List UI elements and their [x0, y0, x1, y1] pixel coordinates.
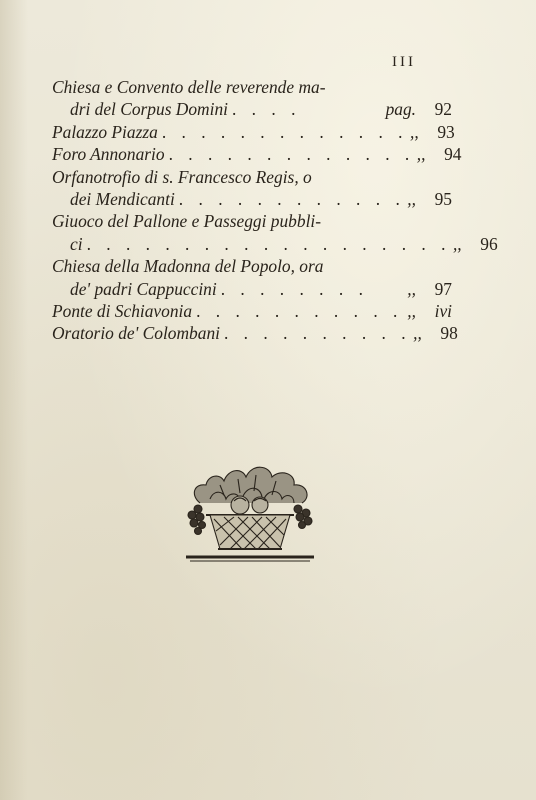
toc-entry-line: [52, 233, 498, 255]
toc-entry-title-continued: de' padri Cappuccini: [70, 278, 217, 299]
toc-entry-line: [52, 255, 452, 277]
toc-page-number: 98: [440, 323, 458, 344]
toc-entry-line: [52, 98, 452, 120]
toc-entry-title: Oratorio de' Colombani: [52, 323, 220, 344]
dot-leaders: . . . .: [231, 99, 301, 120]
toc-entry-line: [52, 143, 462, 165]
toc-entry-line: [52, 76, 452, 98]
ditto-mark: ,,: [416, 144, 426, 165]
toc-entry-line: [52, 121, 455, 143]
ditto-mark: ,,: [410, 121, 419, 142]
toc-entry-title: Palazzo Piazza: [52, 121, 158, 142]
ditto-mark: ,,: [407, 301, 416, 322]
toc-entry-line: [52, 322, 458, 344]
dot-leaders: . . . . . . . . . .: [223, 323, 412, 344]
toc-entry: [52, 143, 462, 165]
toc-entry-line: [52, 278, 452, 300]
ditto-mark: ,,: [407, 278, 416, 299]
dot-leaders: . . . . . . . .: [220, 278, 369, 299]
toc-entry-title: Ponte di Schiavonia: [52, 301, 193, 322]
toc-page-number: 93: [437, 121, 455, 142]
toc-entry: [52, 210, 498, 255]
fruit-basket-vignette-icon: [180, 455, 320, 567]
toc-entry-line: [52, 166, 452, 188]
toc-entry: [52, 322, 458, 344]
dot-leaders: . . . . . . . . . . . . . . . . . . .: [86, 233, 451, 254]
toc-entry: [52, 255, 452, 300]
toc-page-number: 96: [480, 233, 498, 254]
toc-entry-title: Orfanotrofio di s. Francesco Regis, o: [52, 166, 312, 187]
toc-page-number: 94: [444, 144, 462, 165]
table-of-contents: [52, 76, 498, 345]
toc-entry-line: [52, 300, 452, 322]
toc-page-number: ivi: [434, 301, 452, 322]
toc-entry-title: Chiesa della Madonna del Popolo, ora: [52, 256, 324, 277]
toc-entry-title: Chiesa e Convento delle reverende ma-: [52, 77, 326, 97]
toc-entry: [52, 166, 452, 211]
toc-entry-line: [52, 210, 452, 232]
toc-entry-title: Foro Annonario: [52, 144, 165, 165]
dot-leaders: . . . . . . . . . . . . .: [161, 121, 409, 142]
ditto-mark: ,,: [413, 323, 422, 344]
page-number: III: [392, 54, 416, 70]
dot-leaders: . . . . . . . . . . . . .: [168, 144, 415, 165]
toc-entry-title-continued: dei Mendicanti: [70, 189, 175, 210]
ditto-mark: ,,: [452, 233, 462, 254]
toc-entry: [52, 121, 455, 143]
toc-page-number: 92: [434, 99, 452, 120]
toc-entry-title-continued: dri del Corpus Domini: [70, 99, 228, 120]
toc-entry-title-continued: ci: [70, 233, 83, 254]
toc-entry: [52, 76, 452, 121]
ditto-mark: ,,: [407, 189, 416, 210]
toc-entry: [52, 300, 452, 322]
toc-page-number: 95: [434, 189, 452, 210]
toc-entry-line: [52, 188, 452, 210]
dot-leaders: . . . . . . . . . . .: [196, 301, 403, 322]
dot-leaders: . . . . . . . . . . . .: [178, 189, 406, 210]
page-marker: pag.: [385, 99, 416, 120]
toc-page-number: 97: [434, 278, 452, 299]
toc-entry-title: Giuoco del Pallone e Passeggi pubbli-: [52, 211, 322, 232]
